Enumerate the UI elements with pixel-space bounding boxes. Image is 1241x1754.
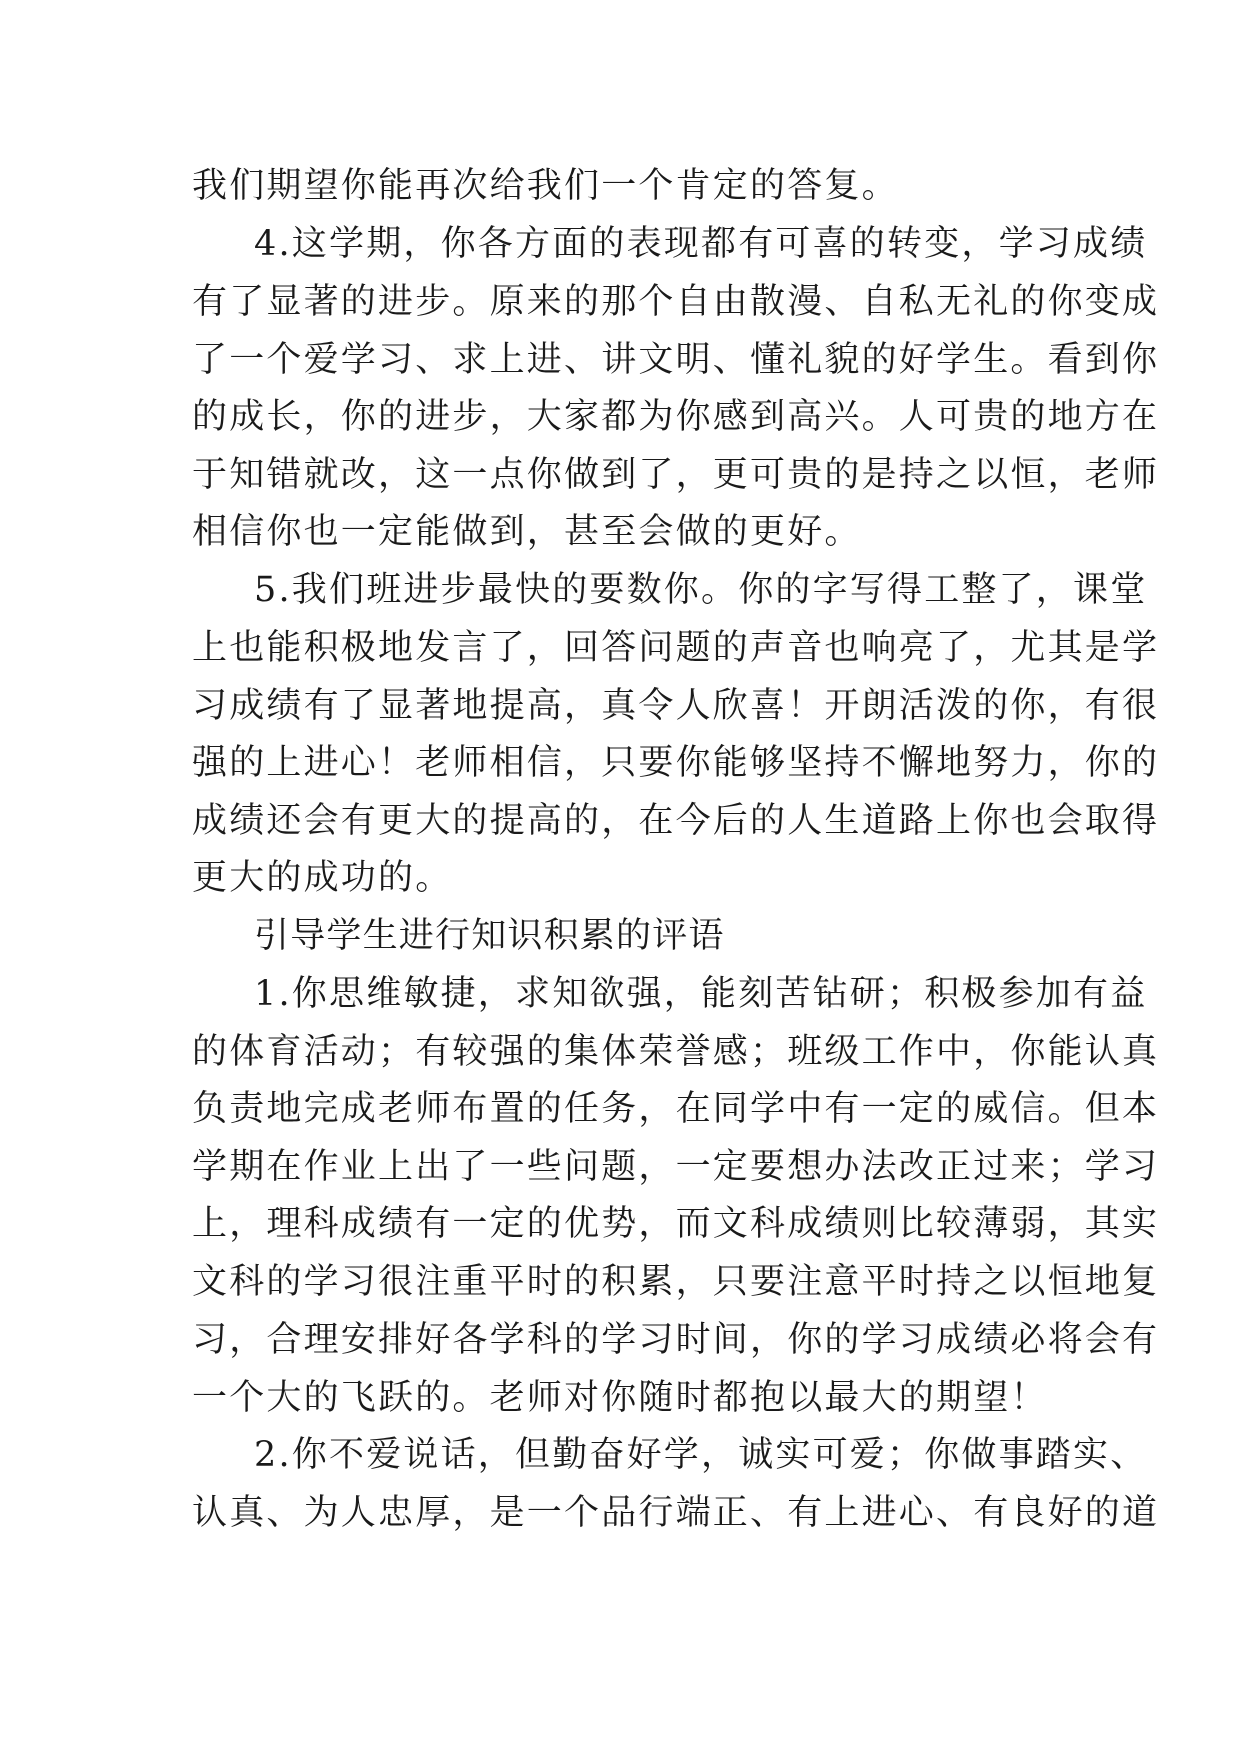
text-line: 强的上进心！老师相信，只要你能够坚持不懈地努力，你的 xyxy=(192,743,1160,783)
text-line: 上，理科成绩有一定的优势，而文科成绩则比较薄弱，其实 xyxy=(192,1204,1160,1244)
text-line: 我们期望你能再次给我们一个肯定的答复。 xyxy=(192,166,899,206)
text-line: 4.这学期，你各方面的表现都有可喜的转变，学习成绩 xyxy=(254,224,1148,264)
text-line: 成绩还会有更大的提高的，在今后的人生道路上你也会取得 xyxy=(192,801,1160,841)
text-line: 认真、为人忠厚，是一个品行端正、有上进心、有良好的道 xyxy=(192,1493,1160,1533)
text-line: 学期在作业上出了一些问题，一定要想办法改正过来；学习 xyxy=(192,1147,1160,1187)
text-line: 有了显著的进步。原来的那个自由散漫、自私无礼的你变成 xyxy=(192,282,1160,322)
text-line: 习，合理安排好各学科的学习时间，你的学习成绩必将会有 xyxy=(192,1320,1160,1360)
section-heading: 引导学生进行知识积累的评语 xyxy=(254,916,725,956)
text-line: 负责地完成老师布置的任务，在同学中有一定的威信。但本 xyxy=(192,1089,1160,1129)
text-line: 的成长，你的进步，大家都为你感到高兴。人可贵的地方在 xyxy=(192,397,1160,437)
text-line: 上也能积极地发言了，回答问题的声音也响亮了，尤其是学 xyxy=(192,628,1160,668)
text-line: 相信你也一定能做到，甚至会做的更好。 xyxy=(192,512,862,552)
text-line: 1.你思维敏捷，求知欲强，能刻苦钻研；积极参加有益 xyxy=(254,974,1148,1014)
text-line: 2.你不爱说话，但勤奋好学，诚实可爱；你做事踏实、 xyxy=(254,1435,1148,1475)
text-line: 文科的学习很注重平时的积累，只要注意平时持之以恒地复 xyxy=(192,1262,1160,1302)
text-line: 习成绩有了显著地提高，真令人欣喜！开朗活泼的你，有很 xyxy=(192,686,1160,726)
text-line: 的体育活动；有较强的集体荣誉感；班级工作中，你能认真 xyxy=(192,1032,1160,1072)
text-line: 于知错就改，这一点你做到了，更可贵的是持之以恒，老师 xyxy=(192,455,1160,495)
text-line: 了一个爱学习、求上进、讲文明、懂礼貌的好学生。看到你 xyxy=(192,340,1160,380)
text-line: 一个大的飞跃的。老师对你随时都抱以最大的期望！ xyxy=(192,1378,1048,1418)
text-line: 5.我们班进步最快的要数你。你的字写得工整了，课堂 xyxy=(254,570,1148,610)
text-line: 更大的成功的。 xyxy=(192,858,453,898)
